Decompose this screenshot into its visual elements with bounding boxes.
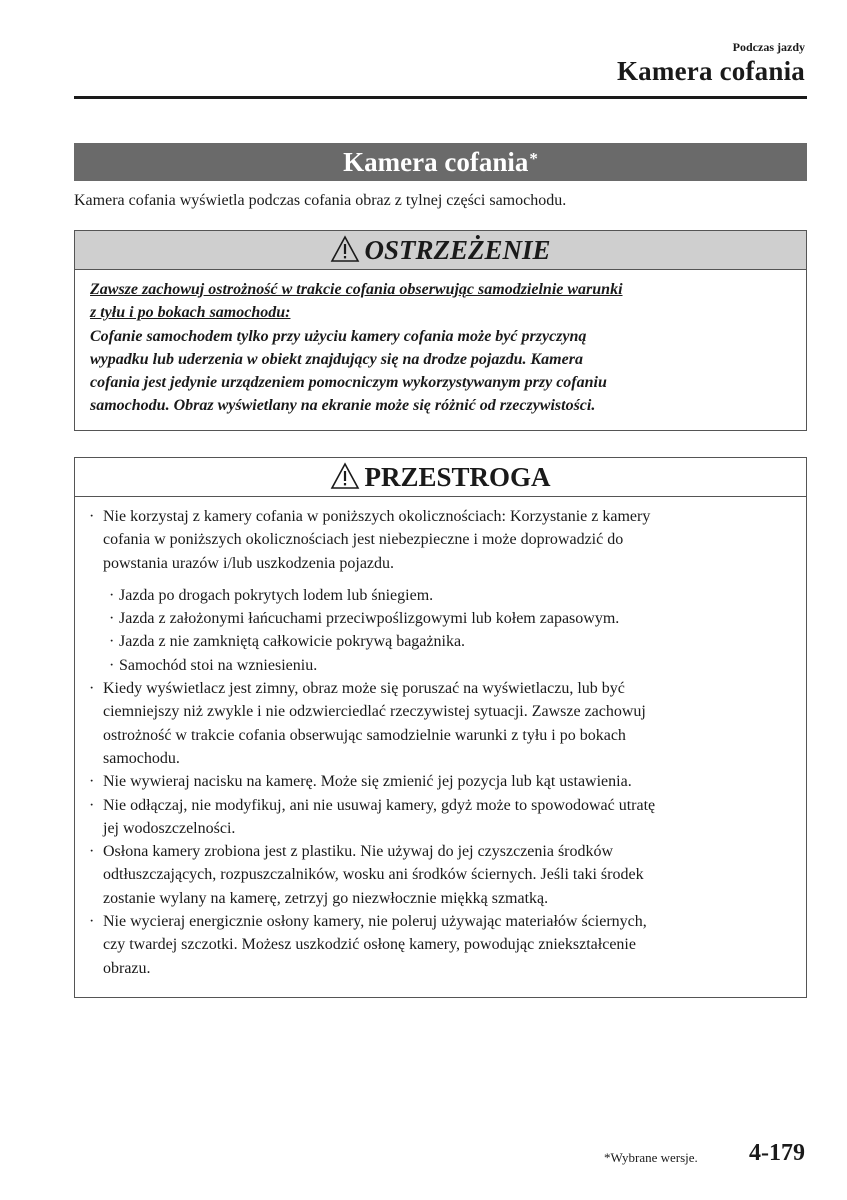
sub-item — [87, 630, 786, 653]
bullet-item — [87, 794, 786, 841]
footnote: *Wybrane wersje. — [604, 1150, 698, 1165]
warning-line: z tyłu i po bokach samochodu: — [90, 304, 291, 322]
intro-text: Kamera cofania wyświetla podczas cofania obraz z tylnej części samochodu. — [74, 192, 567, 209]
bullet-item — [87, 770, 786, 793]
warning-header — [75, 231, 806, 270]
chapter-label: Podczas jazdy — [732, 40, 805, 54]
page-number: 4-179 — [749, 1140, 805, 1166]
caution-heading: PRZESTROGA — [364, 461, 551, 492]
bullet-dot: · — [89, 843, 95, 861]
sub-item-text: Samochód stoi na wzniesieniu. — [119, 656, 318, 674]
warning-body — [75, 270, 806, 418]
bullet-line: jej wodoszczelności. — [103, 819, 236, 837]
bullet-dot: · — [89, 913, 95, 931]
sub-item-text: Jazda z nie zamkniętą całkowicie pokrywą bagażnika. — [119, 633, 466, 651]
bullet-line: ciemniejszy niż zwykle i nie odzwierciedlać rzeczywistej sytuacji. Zawsze zachowuj — [103, 703, 646, 721]
bullet-line: ostrożność w trakcie cofania obserwując samodzielnie warunki z tyłu i po bokach — [103, 726, 626, 744]
warning-line: wypadku lub uderzenia w obiekt znajdujący się na drodze pojazdu. Kamera — [90, 350, 583, 368]
caution-box — [74, 457, 807, 998]
bullet-dot: · — [89, 680, 95, 698]
warning-line: Cofanie samochodem tylko przy użyciu kamery cofania może być przyczyną — [90, 327, 587, 345]
bullet-dot: · — [89, 796, 95, 814]
bullet-dot: · — [89, 773, 95, 791]
warning-box — [74, 230, 807, 431]
bullet-line: obrazu. — [103, 959, 151, 977]
section-title: Kamera cofania — [343, 146, 529, 177]
bullet-item — [87, 505, 786, 575]
bullet-dot: · — [89, 508, 95, 525]
page-title: Kamera cofania — [616, 56, 805, 86]
bullet-item — [87, 910, 786, 980]
warning-line: cofania jest jedynie urządzeniem pomocniczym wykorzystywanym przy cofaniu — [90, 374, 607, 392]
bullet-line: samochodu. — [103, 749, 180, 767]
bullet-dot: · — [109, 633, 115, 651]
warning-heading: OSTRZEŻENIE — [364, 234, 551, 265]
warning-triangle-icon — [330, 235, 360, 263]
caution-body — [75, 497, 806, 980]
bullet-line: Nie korzystaj z kamery cofania w poniższych okolicznościach: Korzystanie z kamery — [103, 508, 651, 525]
bullet-line: Kiedy wyświetlacz jest zimny, obraz może się poruszać na wyświetlaczu, lub być — [103, 680, 625, 698]
bullet-line: Nie odłączaj, nie modyfikuj, ani nie usuwaj kamery, gdyż może to spowodować utratę — [103, 796, 656, 814]
bullet-dot: · — [109, 610, 115, 628]
bullet-line: powstania urazów i/lub uszkodzenia pojazdu. — [103, 554, 395, 572]
bullet-line: Nie wywieraj nacisku na kamerę. Może się zmienić jej pozycja lub kąt ustawienia. — [103, 773, 632, 791]
sub-list — [87, 584, 786, 677]
warning-triangle-icon — [330, 462, 360, 490]
warning-line: Zawsze zachowuj ostrożność w trakcie cofania obserwując samodzielnie warunki — [90, 281, 623, 298]
section-asterisk: * — [529, 149, 538, 168]
bullet-line: cofania w poniższych okolicznościach jest niebezpieczne i może doprowadzić do — [103, 531, 624, 549]
bullet-line: Nie wycieraj energicznie osłony kamery, nie poleruj używając materiałów ściernych, — [103, 913, 647, 931]
bullet-dot: · — [109, 586, 115, 604]
header-divider — [74, 96, 807, 99]
bullet-line: odtłuszczających, rozpuszczalników, wosku ani środków ściernych. Jeśli taki środek — [103, 866, 644, 884]
caution-header — [75, 458, 806, 497]
sub-item-text: Jazda po drogach pokrytych lodem lub śniegiem. — [119, 586, 434, 604]
sub-item-text: Jazda z założonymi łańcuchami przeciwpoślizgowymi lub kołem zapasowym. — [119, 610, 620, 628]
bullet-item — [87, 677, 786, 770]
bullet-item — [87, 840, 786, 910]
sub-item — [87, 654, 786, 677]
bullet-line: zostanie wylany na kamerę, zetrzyj go niezwłocznie miękką szmatką. — [103, 889, 549, 907]
section-title-bar — [74, 143, 807, 181]
sub-item — [87, 607, 786, 630]
bullet-line: czy twardej szczotki. Możesz uszkodzić osłonę kamery, powodując zniekształcenie — [103, 936, 636, 954]
warning-line: samochodu. Obraz wyświetlany na ekranie może się różnić od rzeczywistości. — [90, 397, 596, 415]
bullet-dot: · — [109, 656, 115, 674]
bullet-line: Osłona kamery zrobiona jest z plastiku. Nie używaj do jej czyszczenia środków — [103, 843, 614, 861]
sub-item — [87, 584, 786, 607]
